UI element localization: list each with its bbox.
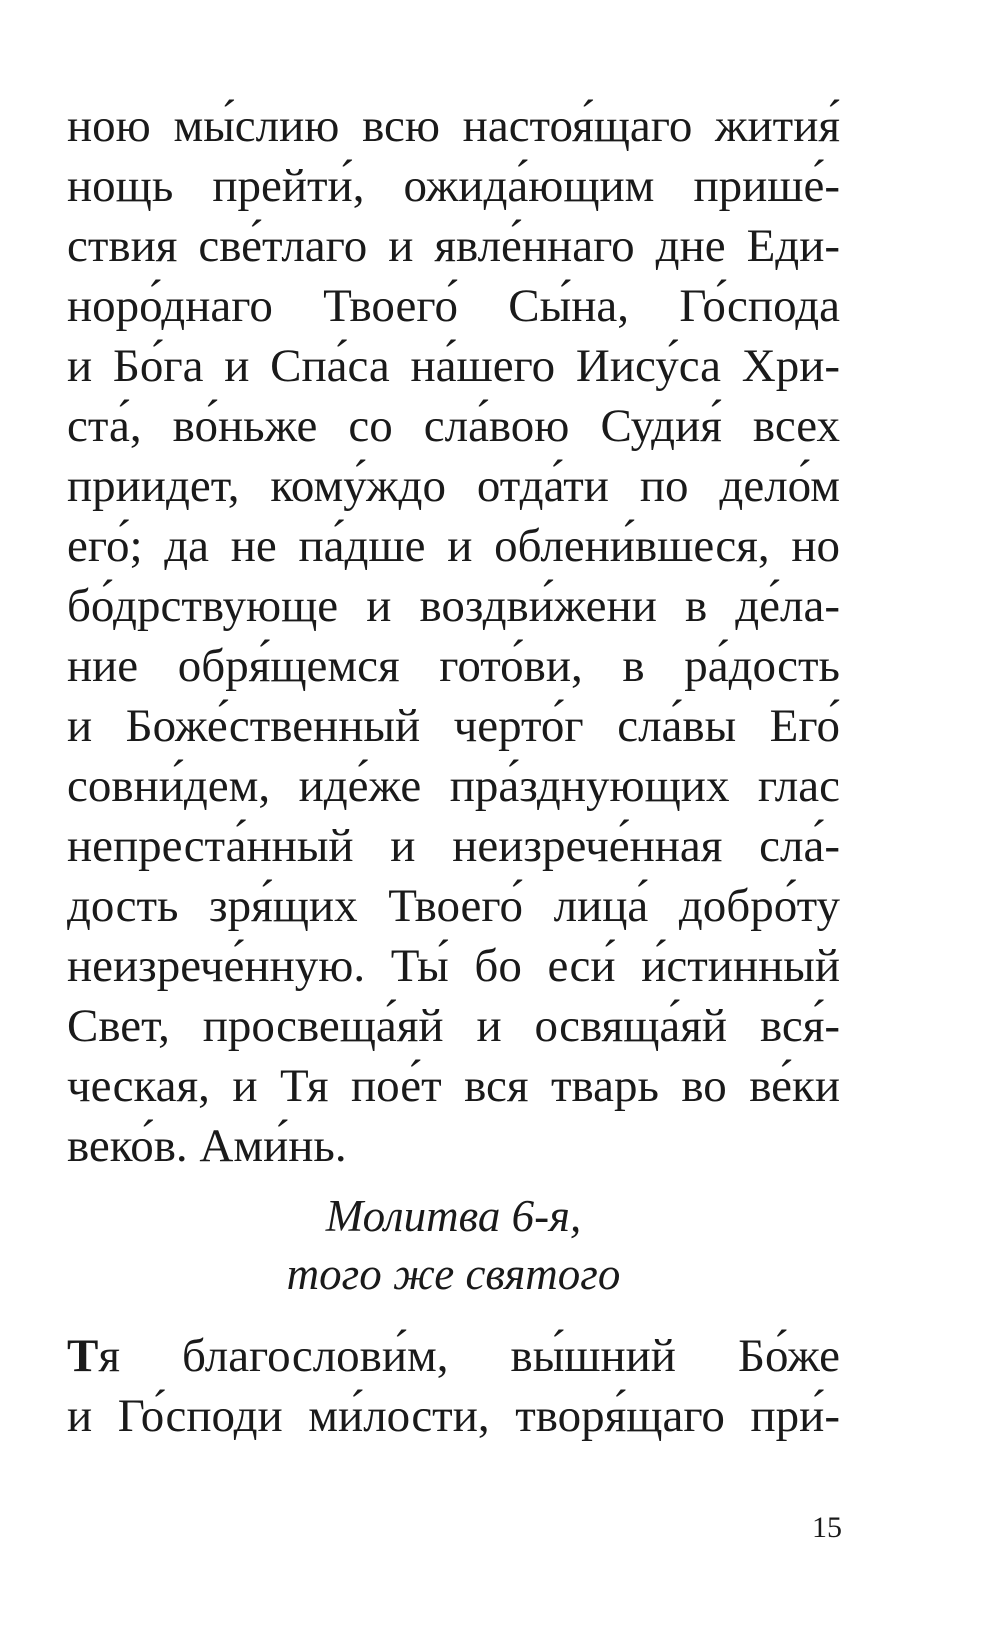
page-number: 15 xyxy=(812,1511,842,1544)
text-line-rest: я благослови́м, вы́шний Бо́же xyxy=(98,1330,840,1382)
prayer-heading-subtitle: того же святого xyxy=(286,1249,621,1299)
initial-letter: Т xyxy=(67,1330,99,1382)
prayer-heading-title: Молитва 6-я, xyxy=(325,1191,582,1241)
text-line: веко́в. Ами́нь. xyxy=(67,1120,347,1172)
text-line: дость зря́щих Твоего́ лица́ добро́ту xyxy=(67,880,840,932)
text-line: и Бо́га и Спа́са на́шего Иису́са Хри- xyxy=(67,340,840,392)
text-line: непреста́нный и неизрече́нная сла́- xyxy=(67,820,840,872)
text-line: ною мы́слию всю настоя́щаго жития́ xyxy=(67,100,840,152)
text-line: совни́дем, иде́же пра́зднующих глас xyxy=(67,760,840,812)
text-line: приидет, кому́ждо отда́ти по дело́м xyxy=(67,460,840,512)
text-line: бо́дрствующе и воздви́жени в де́ла- xyxy=(67,580,840,632)
prayer-paragraph-2 xyxy=(67,1326,840,1446)
text-line: его́; да не па́дше и облени́вшеся, но xyxy=(67,520,840,572)
text-line: ние обря́щемся гото́ви, в ра́дость xyxy=(67,640,840,692)
text-line: норо́днаго Твоего́ Сы́на, Го́спода xyxy=(67,280,840,332)
text-line: и Го́споди ми́лости, творя́щаго при́- xyxy=(67,1390,840,1442)
text-line: Свет, просвеща́яй и освяща́яй вся́- xyxy=(67,1000,840,1052)
text-line xyxy=(67,1326,840,1386)
text-line: ста́, во́ньже со сла́вою Судия́ всех xyxy=(67,400,840,452)
text-line: ствия све́тлаго и явле́ннаго дне Еди- xyxy=(67,220,840,272)
text-line: ческая, и Тя пое́т вся тварь во ве́ки xyxy=(67,1060,840,1112)
text-line: нощь прейти́, ожида́ющим прише́- xyxy=(67,160,840,212)
text-line: неизрече́нную. Ты́ бо еси́ и́стинный xyxy=(67,940,840,992)
text-line: и Боже́ственный черто́г сла́вы Его́ xyxy=(67,700,840,752)
prayer-paragraph xyxy=(67,96,840,1176)
